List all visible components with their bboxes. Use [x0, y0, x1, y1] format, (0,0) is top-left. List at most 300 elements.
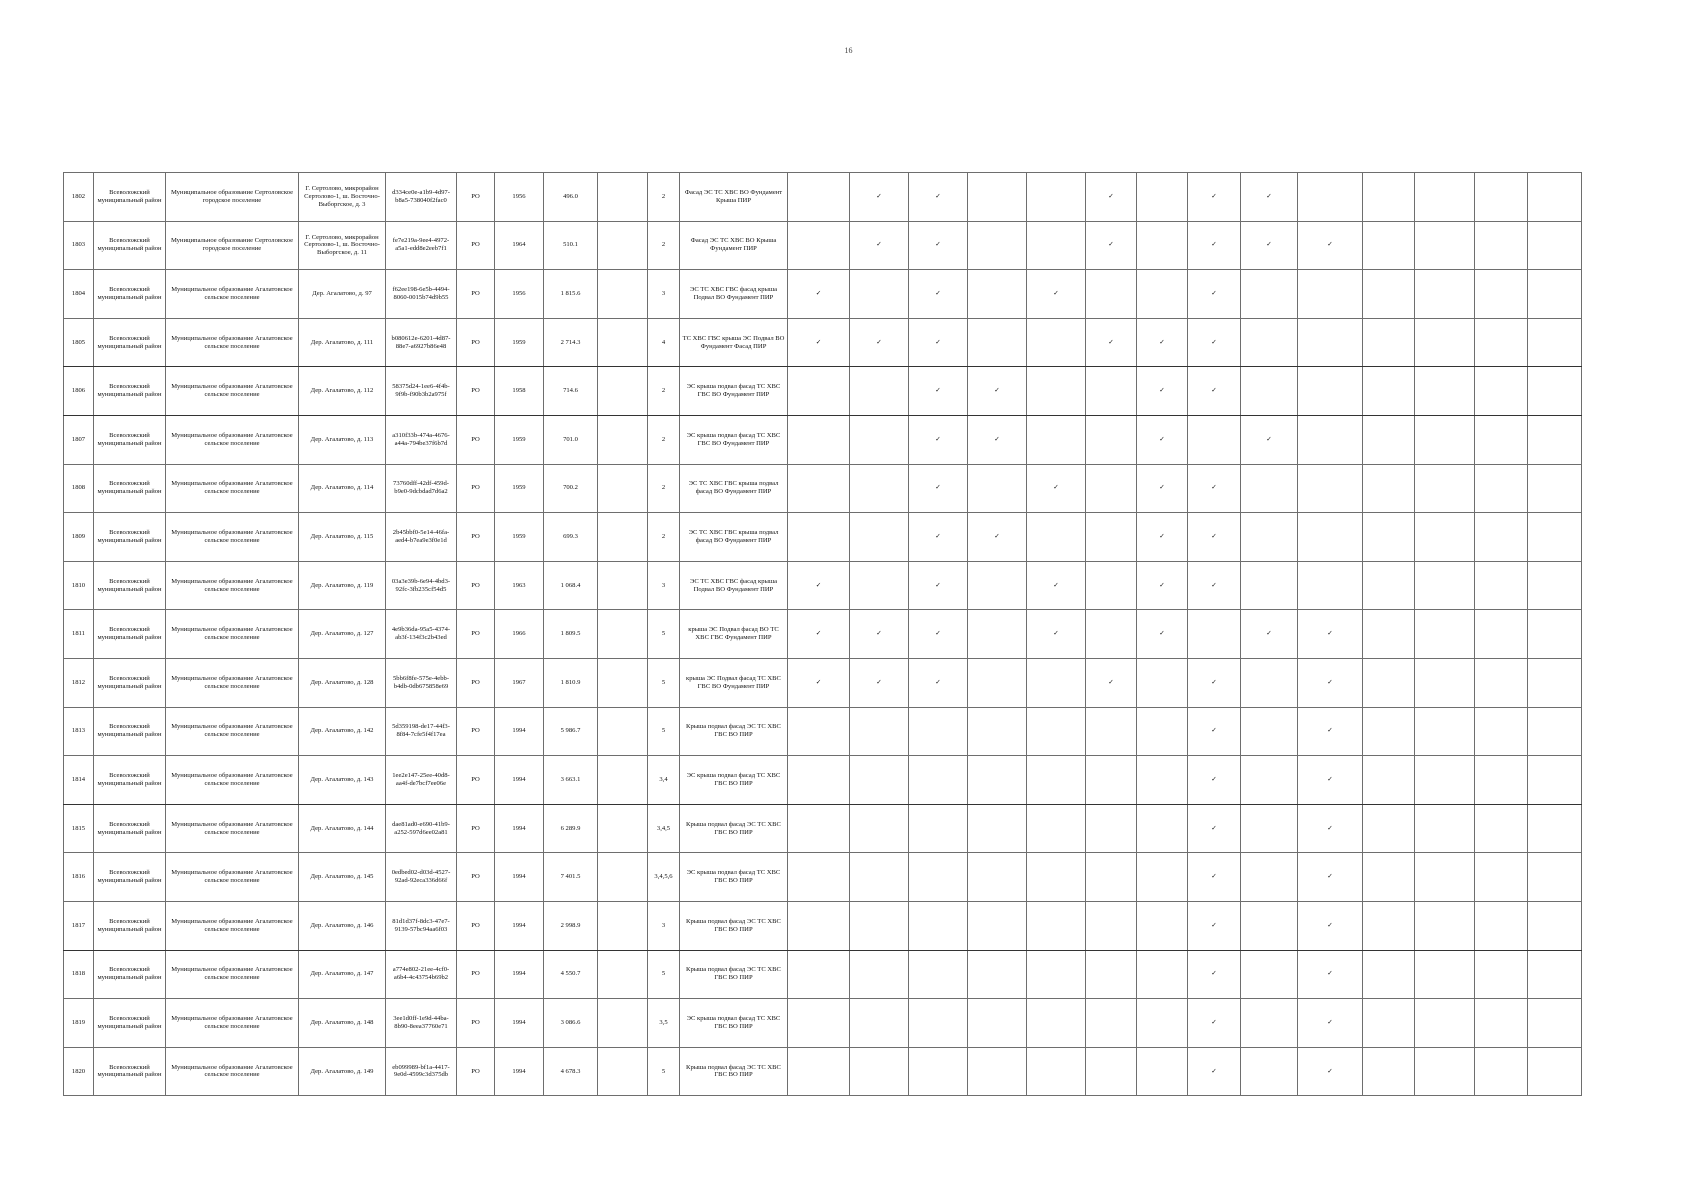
empty-mark-cell [968, 221, 1027, 270]
empty-mark-cell [850, 707, 909, 756]
address-cell: Дер. Агалатово, д. 146 [299, 901, 386, 950]
fund-method-cell: РО [457, 513, 495, 562]
empty-mark-cell [1528, 513, 1582, 562]
empty-mark-cell [1475, 950, 1528, 999]
empty-mark-cell [1241, 658, 1298, 707]
row-number-cell: 1810 [64, 561, 94, 610]
table-row [64, 756, 1582, 805]
house-guid-cell: fe7e219a-9ee4-4972-a5a1-edd8e2eeb7f1 [386, 221, 457, 270]
fund-method-cell: РО [457, 318, 495, 367]
table-row [64, 464, 1582, 513]
works-list-cell: ЭС ТС ХВС ГВС фасад крыша Подвал ВО Фундамент ПИР [680, 270, 788, 319]
empty-mark-cell [1027, 173, 1086, 222]
empty-mark-cell [850, 804, 909, 853]
empty-mark-cell [968, 658, 1027, 707]
empty-mark-cell [850, 950, 909, 999]
check-mark-icon: ✓ [1298, 658, 1363, 707]
floors-cell: 2 [648, 415, 680, 464]
check-mark-icon: ✓ [1241, 173, 1298, 222]
area-cell: 1 810.9 [544, 658, 598, 707]
empty-mark-cell [1027, 901, 1086, 950]
empty-mark-cell [1528, 610, 1582, 659]
empty-mark-cell [1415, 221, 1475, 270]
fund-method-cell: РО [457, 270, 495, 319]
check-mark-icon: ✓ [909, 221, 968, 270]
district-cell: Всеволожский муниципальный район [94, 610, 166, 659]
check-mark-icon: ✓ [1188, 999, 1241, 1048]
row-number-cell: 1804 [64, 270, 94, 319]
check-mark-icon: ✓ [1188, 270, 1241, 319]
works-list-cell: ЭС крыша подвал фасад ТС ХВС ГВС ВО Фундамент ПИР [680, 415, 788, 464]
check-mark-icon: ✓ [1188, 1047, 1241, 1096]
check-mark-icon: ✓ [788, 318, 850, 367]
year-built-cell: 1994 [495, 756, 544, 805]
house-guid-cell: 3ee1d0ff-1e9d-44ba-8b90-8eea37760e71 [386, 999, 457, 1048]
empty-mark-cell [1415, 804, 1475, 853]
empty-mark-cell [1363, 561, 1415, 610]
empty-mark-cell [1528, 707, 1582, 756]
empty-mark-cell [788, 853, 850, 902]
table-row [64, 804, 1582, 853]
check-mark-icon: ✓ [968, 513, 1027, 562]
check-mark-icon: ✓ [1188, 318, 1241, 367]
empty-mark-cell [1363, 367, 1415, 416]
year-built-cell: 1959 [495, 415, 544, 464]
table-row [64, 950, 1582, 999]
empty-mark-cell [1027, 804, 1086, 853]
check-mark-icon: ✓ [1086, 658, 1137, 707]
fund-method-cell: РО [457, 173, 495, 222]
empty-cell [598, 367, 648, 416]
empty-mark-cell [968, 270, 1027, 319]
empty-mark-cell [968, 950, 1027, 999]
municipality-cell: Муниципальное образование Сертоловское городское поселение [166, 173, 299, 222]
check-mark-icon: ✓ [1298, 221, 1363, 270]
area-cell: 7 401.5 [544, 853, 598, 902]
check-mark-icon: ✓ [1027, 561, 1086, 610]
empty-mark-cell [909, 756, 968, 805]
house-guid-cell: 1ee2e147-25ee-40d8-aa4f-de7bcf7ee06e [386, 756, 457, 805]
empty-mark-cell [909, 999, 968, 1048]
empty-mark-cell [1027, 221, 1086, 270]
row-number-cell: 1803 [64, 221, 94, 270]
empty-mark-cell [1528, 756, 1582, 805]
empty-mark-cell [1528, 901, 1582, 950]
district-cell: Всеволожский муниципальный район [94, 367, 166, 416]
empty-mark-cell [1086, 464, 1137, 513]
check-mark-icon: ✓ [1298, 853, 1363, 902]
check-mark-icon: ✓ [909, 658, 968, 707]
district-cell: Всеволожский муниципальный район [94, 513, 166, 562]
year-built-cell: 1994 [495, 1047, 544, 1096]
floors-cell: 3,4 [648, 756, 680, 805]
works-list-cell: ТС ХВС ГВС крыша ЭС Подвал ВО Фундамент Фасад ПИР [680, 318, 788, 367]
house-guid-cell: 5d359198-de17-44f3-8f84-7cfe5f4f17ea [386, 707, 457, 756]
empty-mark-cell [909, 901, 968, 950]
empty-mark-cell [968, 707, 1027, 756]
empty-mark-cell [788, 999, 850, 1048]
house-guid-cell: a310f33b-474a-4676-a44a-794be37f6b7d [386, 415, 457, 464]
table-row [64, 221, 1582, 270]
empty-mark-cell [1241, 367, 1298, 416]
year-built-cell: 1994 [495, 950, 544, 999]
check-mark-icon: ✓ [788, 610, 850, 659]
empty-cell [598, 610, 648, 659]
fund-method-cell: РО [457, 464, 495, 513]
empty-mark-cell [1137, 853, 1188, 902]
check-mark-icon: ✓ [788, 658, 850, 707]
empty-cell [598, 464, 648, 513]
area-cell: 699.3 [544, 513, 598, 562]
floors-cell: 2 [648, 464, 680, 513]
check-mark-icon: ✓ [1188, 853, 1241, 902]
empty-mark-cell [968, 318, 1027, 367]
table-row [64, 707, 1582, 756]
check-mark-icon: ✓ [1188, 464, 1241, 513]
municipality-cell: Муниципальное образование Агалатовское сельское поселение [166, 853, 299, 902]
empty-mark-cell [788, 707, 850, 756]
empty-mark-cell [1475, 367, 1528, 416]
empty-mark-cell [1241, 853, 1298, 902]
year-built-cell: 1956 [495, 173, 544, 222]
check-mark-icon: ✓ [1241, 415, 1298, 464]
empty-mark-cell [1475, 853, 1528, 902]
empty-mark-cell [1363, 756, 1415, 805]
empty-cell [598, 707, 648, 756]
check-mark-icon: ✓ [1027, 610, 1086, 659]
district-cell: Всеволожский муниципальный район [94, 658, 166, 707]
municipality-cell: Муниципальное образование Агалатовское сельское поселение [166, 756, 299, 805]
empty-mark-cell [1415, 658, 1475, 707]
address-cell: Г. Сертолово, микрорайон Сертолово-1, ш. Восточно-Выборгское, д. 3 [299, 173, 386, 222]
year-built-cell: 1956 [495, 270, 544, 319]
housing-registry-table [63, 172, 1582, 1096]
check-mark-icon: ✓ [1188, 901, 1241, 950]
municipality-cell: Муниципальное образование Агалатовское сельское поселение [166, 1047, 299, 1096]
empty-cell [598, 221, 648, 270]
empty-mark-cell [1188, 610, 1241, 659]
empty-mark-cell [1241, 707, 1298, 756]
table-row [64, 513, 1582, 562]
row-number-cell: 1820 [64, 1047, 94, 1096]
municipality-cell: Муниципальное образование Агалатовское сельское поселение [166, 318, 299, 367]
fund-method-cell: РО [457, 415, 495, 464]
empty-mark-cell [788, 1047, 850, 1096]
area-cell: 1 068.4 [544, 561, 598, 610]
district-cell: Всеволожский муниципальный район [94, 707, 166, 756]
works-list-cell: ЭС крыша подвал фасад ТС ХВС ГВС ВО ПИР [680, 999, 788, 1048]
floors-cell: 2 [648, 173, 680, 222]
empty-mark-cell [1363, 658, 1415, 707]
works-list-cell: Крыша подвал фасад ЭС ТС ХВС ГВС ВО ПИР [680, 950, 788, 999]
empty-mark-cell [1415, 999, 1475, 1048]
house-guid-cell: dae81ad0-e690-41b9-a252-597d6ee02a81 [386, 804, 457, 853]
district-cell: Всеволожский муниципальный район [94, 561, 166, 610]
empty-mark-cell [909, 853, 968, 902]
address-cell: Г. Сертолово, микрорайон Сертолово-1, ш. Восточно-Выборгское, д. 11 [299, 221, 386, 270]
check-mark-icon: ✓ [909, 513, 968, 562]
empty-mark-cell [1027, 658, 1086, 707]
year-built-cell: 1958 [495, 367, 544, 416]
house-guid-cell: 81d1d37f-8dc3-47e7-9139-57bc94aa6f03 [386, 901, 457, 950]
row-number-cell: 1806 [64, 367, 94, 416]
row-number-cell: 1817 [64, 901, 94, 950]
area-cell: 1 809.5 [544, 610, 598, 659]
empty-mark-cell [1137, 707, 1188, 756]
empty-mark-cell [1475, 318, 1528, 367]
works-list-cell: крыша ЭС Подвал фасад ТС ХВС ГВС ВО Фундамент ПИР [680, 658, 788, 707]
check-mark-icon: ✓ [788, 270, 850, 319]
empty-mark-cell [1475, 464, 1528, 513]
empty-mark-cell [968, 561, 1027, 610]
empty-mark-cell [850, 999, 909, 1048]
empty-mark-cell [1528, 999, 1582, 1048]
check-mark-icon: ✓ [1086, 221, 1137, 270]
area-cell: 714.6 [544, 367, 598, 416]
empty-mark-cell [1475, 270, 1528, 319]
area-cell: 3 663.1 [544, 756, 598, 805]
check-mark-icon: ✓ [788, 561, 850, 610]
check-mark-icon: ✓ [1086, 318, 1137, 367]
empty-mark-cell [1475, 999, 1528, 1048]
empty-mark-cell [968, 173, 1027, 222]
address-cell: Дер. Агалатово, д. 111 [299, 318, 386, 367]
empty-mark-cell [1475, 658, 1528, 707]
works-list-cell: Крыша подвал фасад ЭС ТС ХВС ГВС ВО ПИР [680, 707, 788, 756]
works-list-cell: Крыша подвал фасад ЭС ТС ХВС ГВС ВО ПИР [680, 901, 788, 950]
address-cell: Дер. Агалатово, д. 119 [299, 561, 386, 610]
empty-mark-cell [1475, 415, 1528, 464]
floors-cell: 3,4,5 [648, 804, 680, 853]
municipality-cell: Муниципальное образование Агалатовское сельское поселение [166, 950, 299, 999]
house-guid-cell: 5bb6f8fe-575e-4ebb-b4db-0db675858e69 [386, 658, 457, 707]
check-mark-icon: ✓ [1188, 221, 1241, 270]
house-guid-cell: b080612e-6201-4d87-88e7-a6927b86e48 [386, 318, 457, 367]
check-mark-icon: ✓ [1137, 415, 1188, 464]
empty-mark-cell [1027, 1047, 1086, 1096]
empty-mark-cell [1241, 804, 1298, 853]
check-mark-icon: ✓ [1188, 756, 1241, 805]
year-built-cell: 1994 [495, 853, 544, 902]
empty-mark-cell [1475, 707, 1528, 756]
municipality-cell: Муниципальное образование Агалатовское сельское поселение [166, 513, 299, 562]
check-mark-icon: ✓ [850, 610, 909, 659]
empty-mark-cell [1086, 561, 1137, 610]
works-list-cell: ЭС ТС ХВС ГВС крыша подвал фасад ВО Фундамент ПИР [680, 513, 788, 562]
year-built-cell: 1959 [495, 513, 544, 562]
check-mark-icon: ✓ [1137, 318, 1188, 367]
empty-mark-cell [788, 173, 850, 222]
check-mark-icon: ✓ [1298, 707, 1363, 756]
empty-mark-cell [850, 901, 909, 950]
year-built-cell: 1964 [495, 221, 544, 270]
empty-cell [598, 270, 648, 319]
check-mark-icon: ✓ [1188, 561, 1241, 610]
area-cell: 701.0 [544, 415, 598, 464]
house-guid-cell: 73760dff-42df-459d-b9e0-9dcbdad7d6a2 [386, 464, 457, 513]
empty-mark-cell [1027, 853, 1086, 902]
municipality-cell: Муниципальное образование Агалатовское сельское поселение [166, 270, 299, 319]
check-mark-icon: ✓ [1086, 173, 1137, 222]
house-guid-cell: 0edbed02-d03d-4527-92ad-92eca336d66f [386, 853, 457, 902]
empty-mark-cell [1241, 270, 1298, 319]
empty-mark-cell [1137, 999, 1188, 1048]
empty-mark-cell [968, 464, 1027, 513]
address-cell: Дер. Агалатово, д. 143 [299, 756, 386, 805]
row-number-cell: 1808 [64, 464, 94, 513]
empty-mark-cell [1027, 950, 1086, 999]
floors-cell: 5 [648, 1047, 680, 1096]
empty-mark-cell [1137, 901, 1188, 950]
empty-mark-cell [1475, 756, 1528, 805]
works-list-cell: ЭС крыша подвал фасад ТС ХВС ГВС ВО ПИР [680, 853, 788, 902]
empty-mark-cell [968, 999, 1027, 1048]
check-mark-icon: ✓ [909, 464, 968, 513]
row-number-cell: 1818 [64, 950, 94, 999]
area-cell: 1 815.6 [544, 270, 598, 319]
check-mark-icon: ✓ [1241, 610, 1298, 659]
check-mark-icon: ✓ [1188, 367, 1241, 416]
house-guid-cell: a774e802-21ee-4cf0-a6b4-4c43754b69b2 [386, 950, 457, 999]
empty-mark-cell [1298, 513, 1363, 562]
check-mark-icon: ✓ [1188, 513, 1241, 562]
table-row [64, 173, 1582, 222]
empty-mark-cell [1363, 901, 1415, 950]
empty-mark-cell [1086, 415, 1137, 464]
house-guid-cell: 4e9b36da-95a5-4374-ab3f-134f3c2b43ed [386, 610, 457, 659]
row-number-cell: 1802 [64, 173, 94, 222]
district-cell: Всеволожский муниципальный район [94, 415, 166, 464]
empty-mark-cell [1027, 999, 1086, 1048]
empty-mark-cell [909, 804, 968, 853]
empty-mark-cell [968, 901, 1027, 950]
empty-mark-cell [1241, 999, 1298, 1048]
works-list-cell: Фасад ЭС ТС ХВС ВО Крыша Фундамент ПИР [680, 221, 788, 270]
district-cell: Всеволожский муниципальный район [94, 464, 166, 513]
empty-mark-cell [1298, 318, 1363, 367]
empty-mark-cell [1363, 610, 1415, 659]
check-mark-icon: ✓ [909, 415, 968, 464]
empty-mark-cell [1086, 367, 1137, 416]
year-built-cell: 1994 [495, 901, 544, 950]
empty-mark-cell [909, 950, 968, 999]
area-cell: 510.1 [544, 221, 598, 270]
empty-mark-cell [1475, 901, 1528, 950]
empty-mark-cell [1298, 561, 1363, 610]
fund-method-cell: РО [457, 610, 495, 659]
empty-mark-cell [1415, 610, 1475, 659]
check-mark-icon: ✓ [1188, 707, 1241, 756]
empty-mark-cell [788, 367, 850, 416]
empty-mark-cell [1137, 221, 1188, 270]
check-mark-icon: ✓ [1137, 561, 1188, 610]
empty-mark-cell [1363, 707, 1415, 756]
empty-mark-cell [1363, 318, 1415, 367]
empty-mark-cell [968, 853, 1027, 902]
empty-mark-cell [1528, 221, 1582, 270]
check-mark-icon: ✓ [1298, 804, 1363, 853]
house-guid-cell: eb099989-bf1a-4417-9e0d-4599c3d375db [386, 1047, 457, 1096]
empty-mark-cell [1528, 853, 1582, 902]
works-list-cell: Крыша подвал фасад ЭС ТС ХВС ГВС ВО ПИР [680, 1047, 788, 1096]
empty-mark-cell [1528, 950, 1582, 999]
check-mark-icon: ✓ [1027, 464, 1086, 513]
floors-cell: 3 [648, 270, 680, 319]
empty-mark-cell [1363, 415, 1415, 464]
empty-mark-cell [1363, 853, 1415, 902]
fund-method-cell: РО [457, 658, 495, 707]
empty-mark-cell [1137, 1047, 1188, 1096]
empty-mark-cell [1415, 318, 1475, 367]
address-cell: Дер. Агалатово, д. 115 [299, 513, 386, 562]
works-list-cell: крыша ЭС Подвал фасад ВО ТС ХВС ГВС Фундамент ПИР [680, 610, 788, 659]
municipality-cell: Муниципальное образование Агалатовское сельское поселение [166, 561, 299, 610]
empty-mark-cell [1415, 707, 1475, 756]
empty-mark-cell [1415, 950, 1475, 999]
district-cell: Всеволожский муниципальный район [94, 853, 166, 902]
works-list-cell: ЭС крыша подвал фасад ТС ХВС ГВС ВО Фундамент ПИР [680, 367, 788, 416]
empty-mark-cell [788, 221, 850, 270]
empty-cell [598, 318, 648, 367]
district-cell: Всеволожский муниципальный район [94, 804, 166, 853]
empty-mark-cell [1137, 756, 1188, 805]
empty-mark-cell [1241, 901, 1298, 950]
empty-mark-cell [1415, 173, 1475, 222]
area-cell: 700.2 [544, 464, 598, 513]
area-cell: 6 289.9 [544, 804, 598, 853]
empty-mark-cell [850, 513, 909, 562]
empty-mark-cell [1528, 464, 1582, 513]
empty-mark-cell [1528, 318, 1582, 367]
district-cell: Всеволожский муниципальный район [94, 756, 166, 805]
empty-mark-cell [1363, 1047, 1415, 1096]
empty-mark-cell [1298, 173, 1363, 222]
check-mark-icon: ✓ [1298, 901, 1363, 950]
empty-mark-cell [1137, 658, 1188, 707]
empty-mark-cell [1528, 367, 1582, 416]
empty-mark-cell [1363, 804, 1415, 853]
empty-mark-cell [1027, 513, 1086, 562]
row-number-cell: 1811 [64, 610, 94, 659]
year-built-cell: 1966 [495, 610, 544, 659]
address-cell: Дер. Агалатово, д. 149 [299, 1047, 386, 1096]
empty-cell [598, 658, 648, 707]
table-row [64, 1047, 1582, 1096]
fund-method-cell: РО [457, 221, 495, 270]
empty-mark-cell [968, 1047, 1027, 1096]
year-built-cell: 1959 [495, 318, 544, 367]
empty-cell [598, 173, 648, 222]
row-number-cell: 1816 [64, 853, 94, 902]
empty-mark-cell [788, 756, 850, 805]
check-mark-icon: ✓ [1137, 610, 1188, 659]
empty-cell [598, 804, 648, 853]
empty-cell [598, 415, 648, 464]
table-row [64, 318, 1582, 367]
empty-mark-cell [788, 464, 850, 513]
house-guid-cell: 2b45bbf0-5e14-46fa-aed4-b7ea9e3f0e1d [386, 513, 457, 562]
fund-method-cell: РО [457, 367, 495, 416]
municipality-cell: Муниципальное образование Агалатовское сельское поселение [166, 658, 299, 707]
address-cell: Дер. Агалатово, д. 147 [299, 950, 386, 999]
area-cell: 2 998.9 [544, 901, 598, 950]
empty-mark-cell [1086, 270, 1137, 319]
empty-mark-cell [1086, 901, 1137, 950]
empty-mark-cell [1086, 804, 1137, 853]
district-cell: Всеволожский муниципальный район [94, 901, 166, 950]
empty-mark-cell [1086, 756, 1137, 805]
empty-mark-cell [1475, 1047, 1528, 1096]
